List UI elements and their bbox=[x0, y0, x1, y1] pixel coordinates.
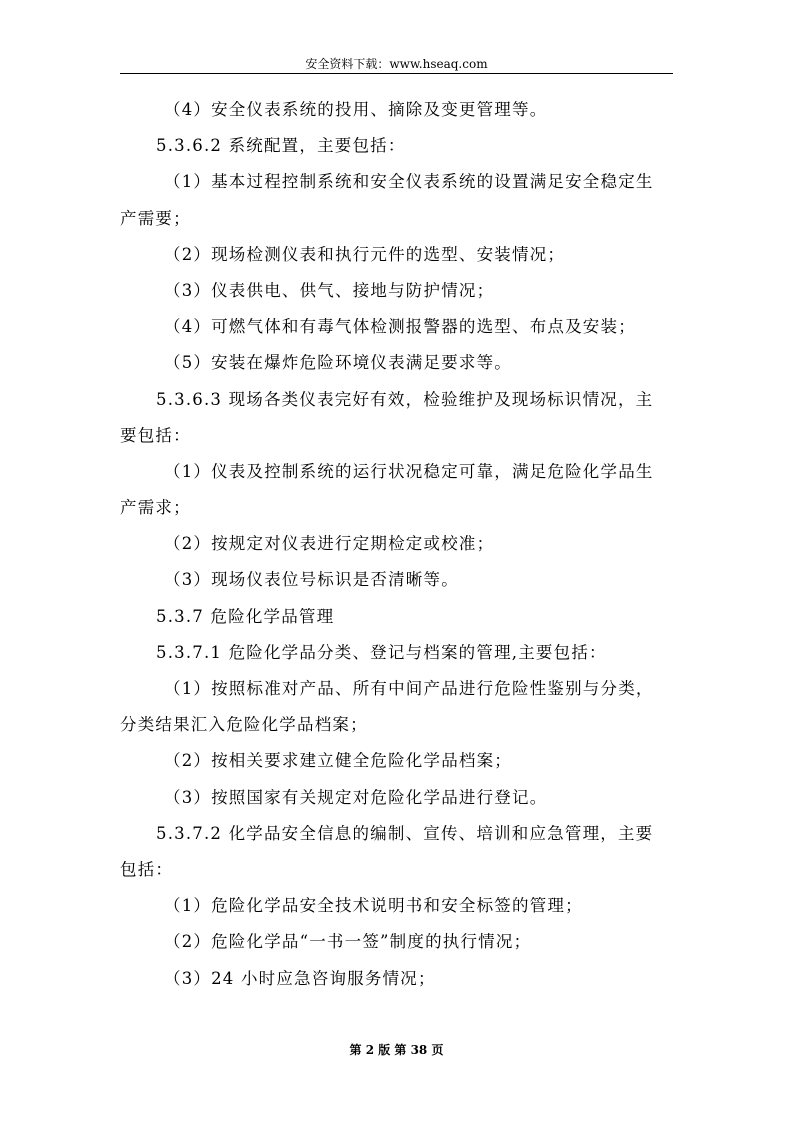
header-divider bbox=[120, 73, 673, 74]
text-line: （4）安全仪表系统的投用、摘除及变更管理等。 bbox=[164, 100, 548, 119]
text-line: 包括： bbox=[120, 859, 174, 879]
text-line: （3）24 小时应急咨询服务情况； bbox=[164, 968, 436, 988]
text-line: （2）危险化学品“一书一签”制度的执行情况； bbox=[164, 932, 532, 952]
document-body bbox=[120, 92, 676, 997]
text-line: 产需求； bbox=[120, 498, 191, 518]
page-header: 安全资料下载：www.hseaq.com bbox=[305, 57, 488, 71]
text-line: （1）基本过程控制系统和安全仪表系统的设置满足安全稳定生 bbox=[164, 172, 654, 192]
text-line: （3）仪表供电、供气、接地与防护情况； bbox=[164, 280, 495, 300]
text-line: （1）按照标准对产品、所有中间产品进行危险性鉴别与分类， bbox=[164, 679, 654, 698]
text-line: 要包括： bbox=[120, 425, 191, 445]
text-line: 5.3.6.3 现场各类仪表完好有效，检验维护及现场标识情况，主 bbox=[156, 389, 654, 409]
text-line: 5.3.6.2 系统配置，主要包括： bbox=[156, 136, 406, 156]
text-line: 5.3.7.2 化学品安全信息的编制、宣传、培训和应急管理，主要 bbox=[156, 823, 654, 843]
text-line: 5.3.7 危险化学品管理 bbox=[156, 606, 335, 626]
text-line: （5）安装在爆炸危险环境仪表满足要求等。 bbox=[164, 353, 512, 373]
page-footer: 第 2 版 第 38 页 bbox=[349, 1043, 444, 1057]
text-line: 5.3.7.1 危险化学品分类、登记与档案的管理,主要包括： bbox=[156, 642, 607, 662]
text-line: （2）按相关要求建立健全危险化学品档案； bbox=[164, 751, 512, 771]
text-line: （4）可燃气体和有毒气体检测报警器的选型、布点及安装； bbox=[164, 317, 636, 337]
text-line: 分类结果汇入危险化学品档案； bbox=[120, 715, 368, 735]
text-line: （3）按照国家有关规定对危险化学品进行登记。 bbox=[164, 787, 548, 807]
text-line: 产需要； bbox=[120, 208, 191, 228]
text-line: （2）现场检测仪表和执行元件的选型、安装情况； bbox=[164, 244, 566, 264]
text-line: （1）仪表及控制系统的运行状况稳定可靠，满足危险化学品生 bbox=[164, 461, 654, 481]
text-line: （2）按规定对仪表进行定期检定或校准； bbox=[164, 534, 495, 554]
text-line: （3）现场仪表位号标识是否清晰等。 bbox=[164, 570, 459, 590]
text-line: （1）危险化学品安全技术说明书和安全标签的管理； bbox=[164, 896, 583, 916]
